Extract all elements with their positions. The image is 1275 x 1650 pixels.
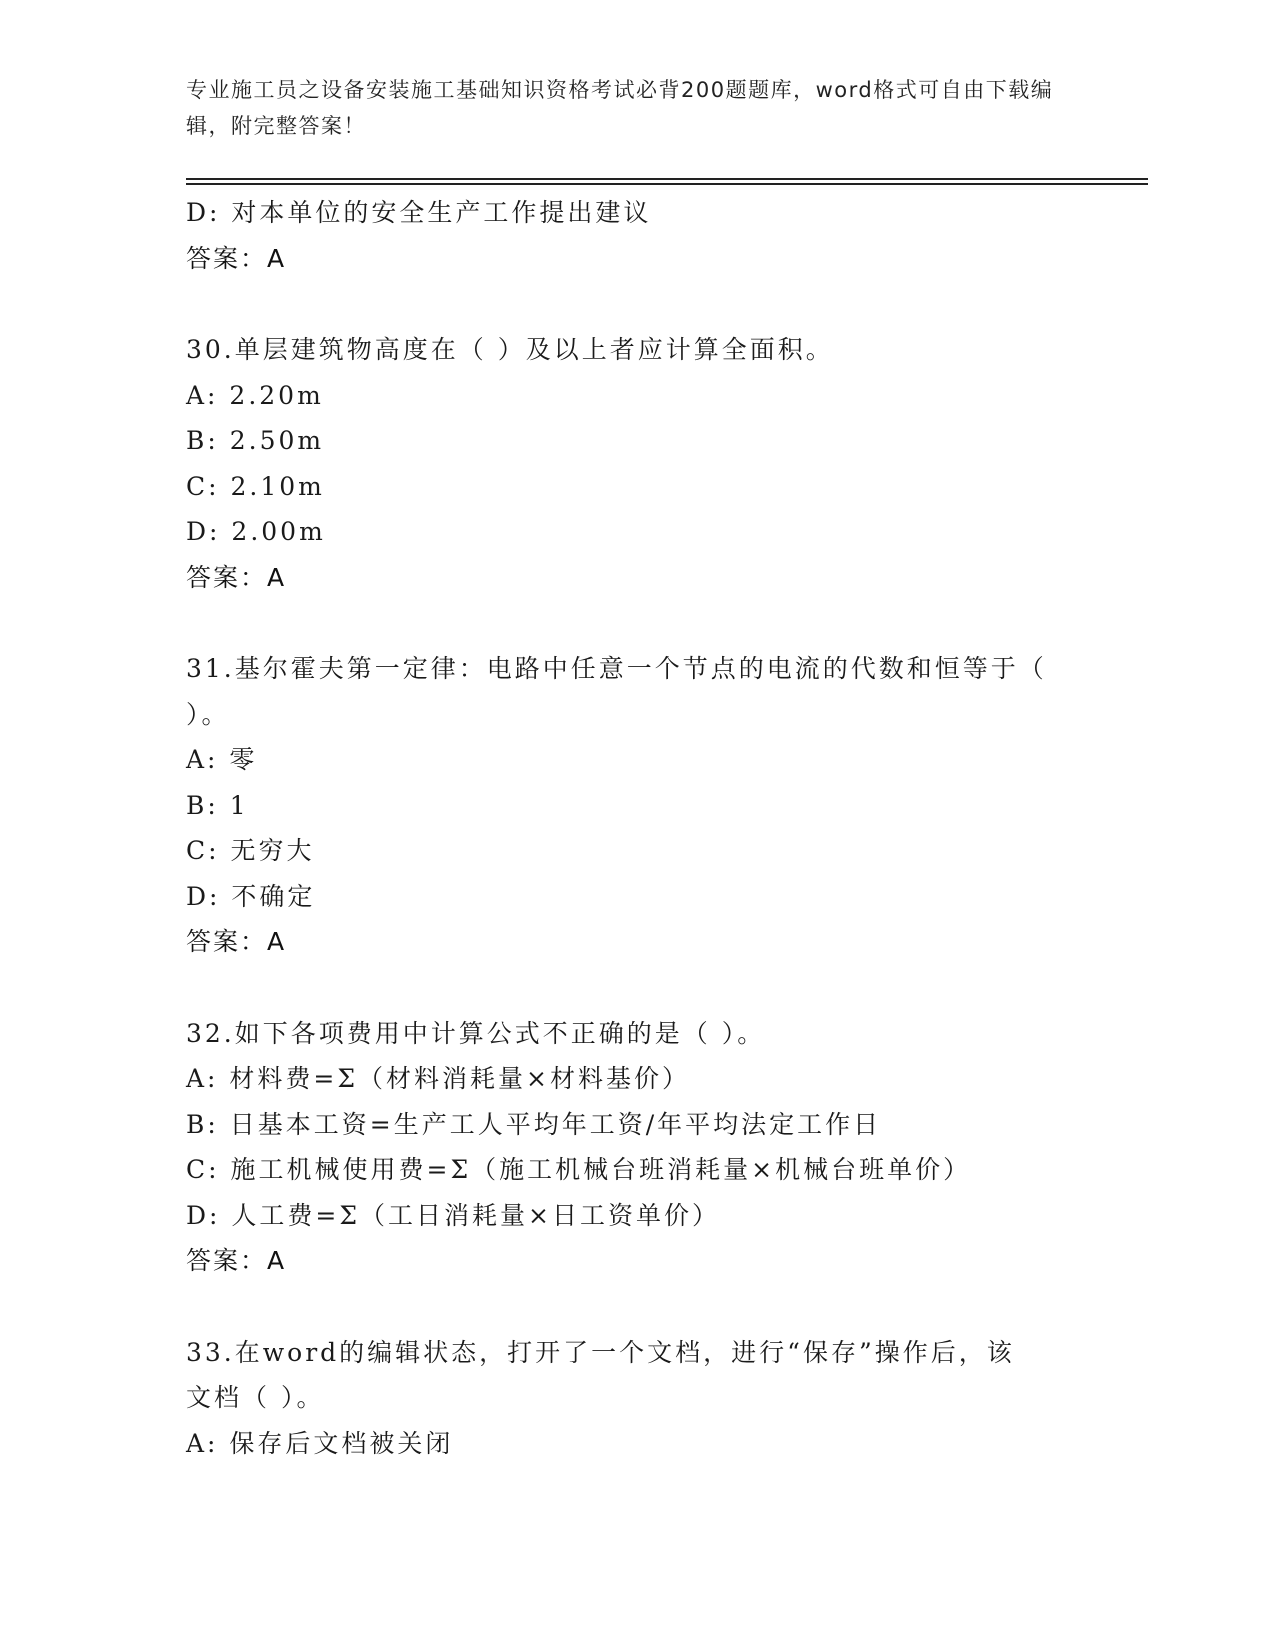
option-a: A: 零 — [186, 745, 258, 774]
question-text-line-2: 文档（ ）。 — [186, 1383, 325, 1412]
option-d: D: 人工费=Σ（工日消耗量×日工资单价） — [186, 1200, 720, 1230]
question-text-line-1: 33.在word的编辑状态，打开了一个文档，进行“保存”操作后，该 — [186, 1337, 1015, 1367]
answer-label: 答案：A — [186, 1246, 287, 1275]
question-block-29 — [186, 190, 1086, 281]
option-c: C: 施工机械使用费=Σ（施工机械台班消耗量×机械台班单价） — [186, 1155, 972, 1184]
question-text-line-2: ）。 — [186, 699, 230, 729]
header-divider-top — [186, 178, 1148, 180]
option-d: D: 2.00m — [186, 517, 326, 546]
option-b: B: 日基本工资=生产工人平均年工资/年平均法定工作日 — [186, 1109, 882, 1139]
question-block-30 — [186, 327, 1086, 600]
spacer — [186, 965, 1086, 1011]
option-a: A: 2.20m — [186, 380, 324, 410]
answer-label: 答案：A — [186, 927, 287, 956]
header-divider-bottom — [186, 183, 1148, 185]
question-block-33 — [186, 1330, 1086, 1467]
document-header: 专业施工员之设备安装施工基础知识资格考试必背200题题库，word格式可自由下载编辑，附完整答案！ — [186, 78, 1054, 138]
option-b: B: 1 — [186, 790, 249, 820]
option-c: C: 无穷大 — [186, 836, 315, 865]
question-text-line-1: 31.基尔霍夫第一定律：电路中任意一个节点的电流的代数和恒等于（ — [186, 654, 1047, 683]
question-text: 32.如下各项费用中计算公式不正确的是（ ）。 — [186, 1018, 766, 1048]
option-b: B: 2.50m — [186, 426, 325, 455]
question-text: 30.单层建筑物高度在（ ）及以上者应计算全面积。 — [186, 335, 834, 364]
spacer — [186, 281, 1086, 327]
question-block-32 — [186, 1011, 1086, 1284]
answer-label: 答案：A — [186, 243, 287, 273]
option-a: A: 材料费=Σ（材料消耗量×材料基价） — [186, 1064, 690, 1093]
answer-label: 答案：A — [186, 562, 287, 592]
option-d: D: 不确定 — [186, 881, 316, 911]
option-c: C: 2.10m — [186, 471, 325, 501]
spacer — [186, 600, 1086, 646]
option-a: A: 保存后文档被关闭 — [186, 1428, 454, 1458]
question-block-31 — [186, 646, 1086, 965]
option-d: D: 对本单位的安全生产工作提出建议 — [186, 198, 652, 227]
spacer — [186, 1284, 1086, 1330]
question-list — [186, 190, 1086, 1466]
